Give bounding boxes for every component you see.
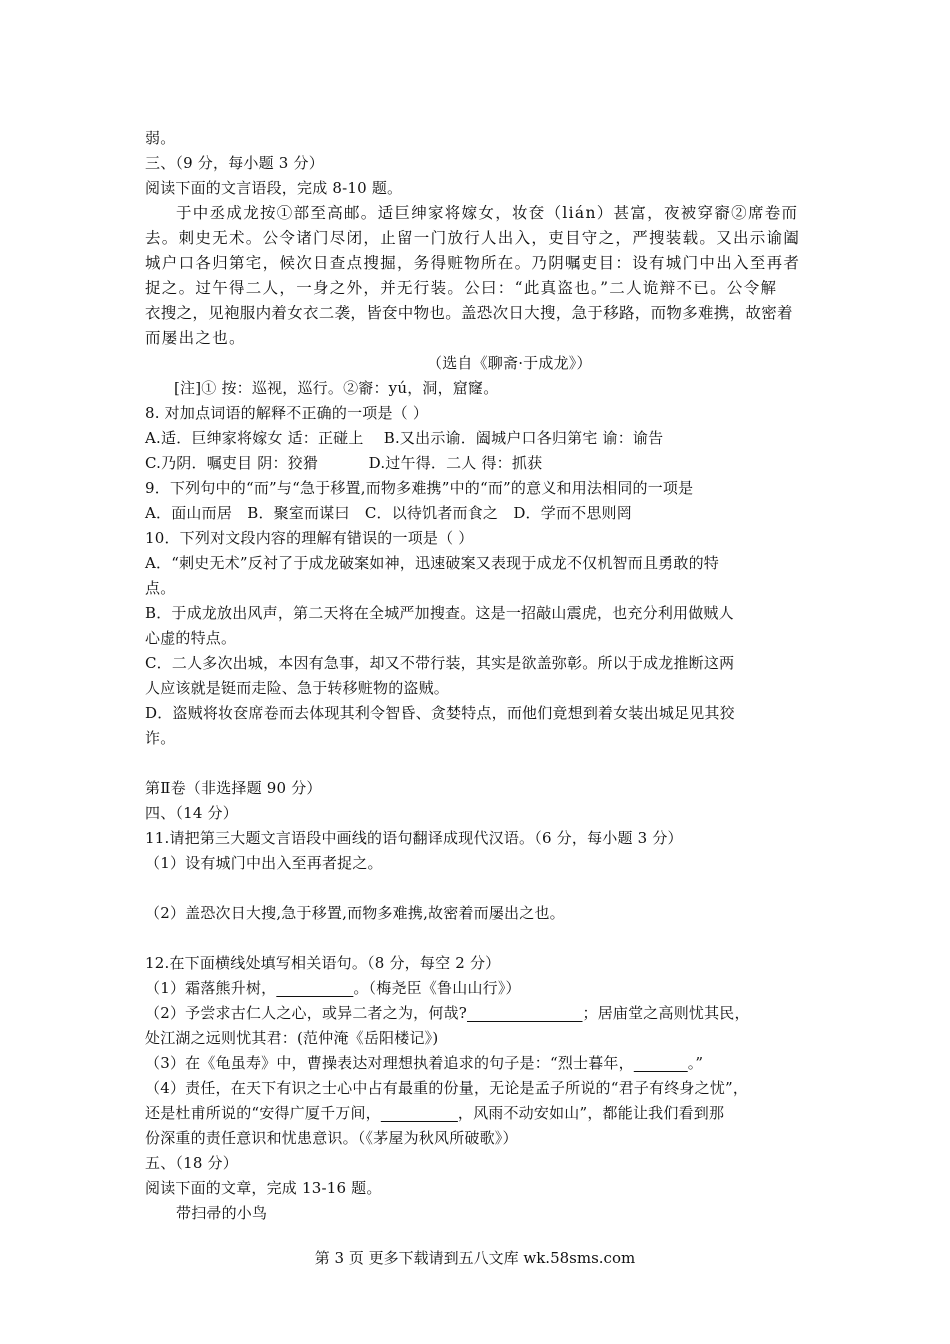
fill-text: ，风雨不动安如山”，都能让我们看到那 (457, 1104, 725, 1122)
option-line: B．于成龙放出风声，第二天将在全城严加搜查。这是一招敲山震虎，也充分利用做贼人 (145, 604, 734, 622)
fill-line (145, 1053, 703, 1073)
text-line: （4）责任，在天下有识之士心中占有最重的份量，无论是孟子所说的“君子有终身之忧”， (145, 1079, 749, 1097)
option-line: 点。 (145, 579, 176, 597)
passage-line: 而屡出之也。 (145, 329, 246, 347)
fill-text: （2）予尝求古仁人之心，或异二者之为，何哉? (145, 1004, 467, 1022)
fill-line (145, 1103, 724, 1123)
fill-blank[interactable]: __________ (276, 979, 354, 997)
sub-question: （1）设有城门中出入至再者捉之。 (145, 854, 383, 872)
fill-text: （3）在《龟虽寿》中，曹操表达对理想执着追求的句子是：“烈士暮年， (145, 1054, 634, 1072)
part-heading: 第Ⅱ卷（非选择题 90 分） (145, 779, 322, 797)
sub-question: （2）盖恐次日大搜,急于移置,而物多难携,故密着而屡出之也。 (145, 904, 565, 922)
option-line: 诈。 (145, 729, 176, 747)
passage-line: 城户口各归第宅，候次日查点搜掘，务得赃物所在。乃阴嘱吏目：设有城门中出入至再者 (145, 254, 801, 272)
fill-blank[interactable]: _______ (633, 1054, 688, 1072)
question-11: 11.请把第三大题文言语段中画线的语句翻译成现代汉语。（6 分，每小题 3 分） (145, 829, 683, 847)
passage-line: 捉之。过午得二人，一身之外，并无行装。公曰：“此真盗也。”二人诡辩不已。公令解 (145, 279, 778, 297)
section-heading: 三、（9 分，每小题 3 分） (145, 154, 324, 172)
option-line: D．盗贼将妆奁席卷而去体现其利令智昏、贪婪特点，而他们竟想到着女装出城足见其狡 (145, 704, 735, 722)
option-line: C.乃阴．嘱吏目 阴：狡猾 D.过午得．二人 得：抓获 (145, 454, 543, 472)
question-12: 12.在下面横线处填写相关语句。（8 分，每空 2 分） (145, 954, 501, 972)
article-title: 带扫帚的小鸟 (176, 1204, 268, 1222)
fill-text: （1）霜落熊升树， (145, 979, 277, 997)
fill-text: 。（梅尧臣《鲁山山行》） (353, 979, 521, 997)
option-line: A.适．巨绅家将嫁女 适：正碰上 B.又出示谕．阖城户口各归第宅 谕：谕告 (145, 429, 664, 447)
section-heading: 五、（18 分） (145, 1154, 238, 1172)
text-line: 份深重的责任意识和忧患意识。（《茅屋为秋风所破歌》） (145, 1129, 518, 1147)
fill-text: 还是杜甫所说的“安得广厦千万间， (145, 1104, 381, 1122)
fill-blank[interactable]: _______________ (467, 1004, 583, 1022)
option-line: C．二人多次出城，本因有急事，却又不带行装，其实是欲盖弥彰。所以于成龙推断这两 (145, 654, 735, 672)
fill-text: 。” (687, 1054, 704, 1072)
option-line: 心虚的特点。 (145, 629, 237, 647)
page-footer: 第 3 页 更多下载请到五八文库 wk.58sms.com (314, 1249, 636, 1267)
question-8: 8. 对加点词语的解释不正确的一项是（ ） (145, 404, 429, 422)
text-line: 处江湖之远则忧其君：(范仲淹《岳阳楼记》) (145, 1029, 439, 1047)
passage-line: 去。刺史无术。公令诸门尽闭，止留一门放行人出入，吏目守之，严搜装载。又出示谕阖 (145, 229, 801, 247)
question-10: 10．下列对文段内容的理解有错误的一项是（ ） (145, 529, 474, 547)
fill-line (145, 978, 521, 998)
text-line: 弱。 (145, 129, 176, 147)
question-9: 9．下列句中的“而”与“急于移置,而物多难携”中的“而”的意义和用法相同的一项是 (145, 479, 694, 497)
option-line: A．面山而居 B．聚室而谋曰 C．以待饥者而食之 D．学而不思则罔 (145, 504, 632, 522)
passage-line: 衣搜之，见袍服内着女衣二袭，皆奁中物也。盖恐次日大搜，急于移路，而物多难携，故密着 (145, 304, 793, 322)
annotation-note: [注]① 按：巡视，巡行。②窬：yú，洞，窟窿。 (174, 379, 499, 397)
passage-source: （选自《聊斋·于成龙》） (427, 354, 592, 372)
fill-text: ；居庙堂之高则忧其民， (582, 1004, 750, 1022)
option-line: A．“刺史无术”反衬了于成龙破案如神，迅速破案又表现于成龙不仅机智而且勇敢的特 (145, 554, 719, 572)
section-heading: 四、（14 分） (145, 804, 238, 822)
text-line: 阅读下面的文章，完成 13-16 题。 (145, 1179, 382, 1197)
fill-blank[interactable]: __________ (380, 1104, 458, 1122)
fill-line (145, 1003, 750, 1023)
text-line: 阅读下面的文言语段，完成 8-10 题。 (145, 179, 403, 197)
passage-line: 于中丞成龙按①部至高邮。适巨绅家将嫁女，妆奁（lián）甚富，夜被穿窬②席卷而 (176, 204, 799, 222)
option-line: 人应该就是铤而走险、急于转移赃物的盗贼。 (145, 679, 450, 697)
